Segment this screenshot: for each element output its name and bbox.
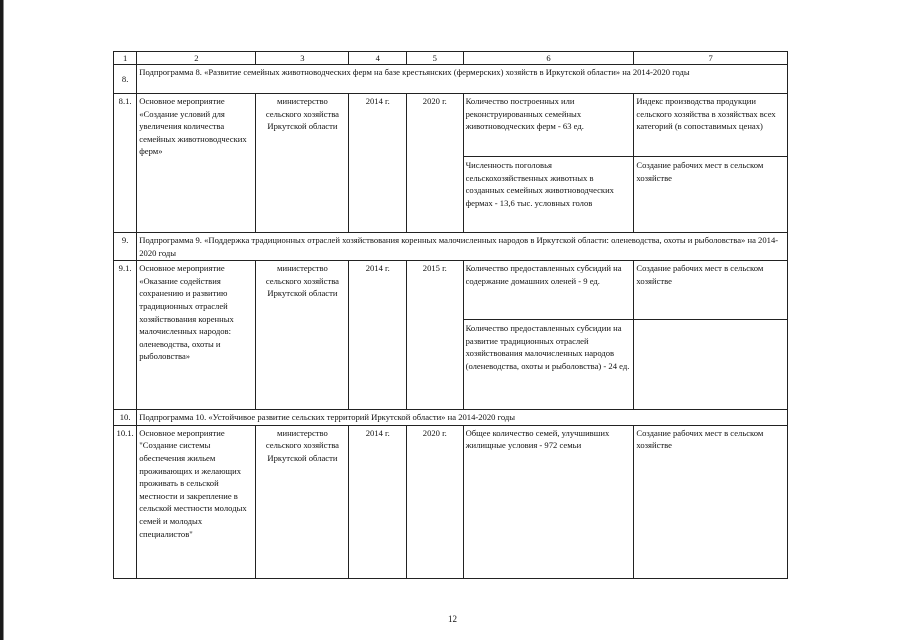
table-row: [114, 425, 788, 578]
row-number: 8.: [114, 65, 137, 94]
col-num-6: 6: [463, 52, 634, 65]
indicator-cell: Создание рабочих мест в сельском хозяйстве: [634, 425, 788, 578]
column-number-row: [114, 52, 788, 65]
end-year-cell: 2015 г.: [407, 261, 464, 410]
subprogram-row: [114, 233, 788, 261]
activity-cell: Основное мероприятие «Создание условий для увеличения количества семейных животноводческих ферм»: [137, 94, 256, 233]
subprogram-title: Подпрограмма 8. «Развитие семейных животноводческих ферм на базе крестьянских (фермерских) хозяйств в Иркутской области» на 2014-2020 годы: [137, 65, 788, 94]
end-year-cell: 2020 г.: [407, 425, 464, 578]
table-row: [114, 94, 788, 157]
subprogram-row: [114, 65, 788, 94]
row-number: 9.: [114, 233, 137, 261]
subprogram-title: Подпрограмма 9. «Поддержка традиционных отраслей хозяйствования коренных малочисленных народов в Иркутской области: оленеводства, охоты и рыболовства» на 2014-2020 годы: [137, 233, 788, 261]
row-number: 10.: [114, 410, 137, 426]
start-year-cell: 2014 г.: [349, 261, 407, 410]
executor-cell: министерство сельского хозяйства Иркутской области: [256, 425, 349, 578]
col-num-2: 2: [137, 52, 256, 65]
result-cell: Численность поголовья сельскохозяйственных животных в созданных семейных животноводческих фермах - 13,6 тыс. условных голов: [463, 157, 634, 233]
result-cell: Количество предоставленных субсидий на содержание домашних оленей - 9 ед.: [463, 261, 634, 320]
executor-cell: министерство сельского хозяйства Иркутской области: [256, 261, 349, 410]
result-cell: Количество построенных или реконструированных семейных животноводческих ферм - 63 ед.: [463, 94, 634, 157]
subprogram-row: [114, 410, 788, 426]
executor-cell: министерство сельского хозяйства Иркутской области: [256, 94, 349, 233]
row-number: 10.1.: [114, 425, 137, 578]
indicator-cell: [634, 320, 788, 410]
indicator-cell: Индекс производства продукции сельского хозяйства в хозяйствах всех категорий (в сопоставимых ценах): [634, 94, 788, 157]
subprogram-title: Подпрограмма 10. «Устойчивое развитие сельских территорий Иркутской области» на 2014-2020 годы: [137, 410, 788, 426]
program-table: [113, 51, 788, 579]
col-num-1: 1: [114, 52, 137, 65]
indicator-cell: Создание рабочих мест в сельском хозяйстве: [634, 261, 788, 320]
start-year-cell: 2014 г.: [349, 425, 407, 578]
result-cell: Количество предоставленных субсидии на развитие традиционных отраслей хозяйствования малочисленных народов (оленеводства, охоты и рыболовства) - 24 ед.: [463, 320, 634, 410]
activity-cell: Основное мероприятие «Оказание содействия сохранению и развитию традиционных отраслей хозяйствования коренных малочисленных народов: оленеводства, охоты и рыболовства»: [137, 261, 256, 410]
activity-cell: Основное мероприятие "Создание системы обеспечения жильем проживающих и желающих проживать в сельской местности и закрепление в сельской местности молодых семей и молодых специалистов": [137, 425, 256, 578]
row-number: 8.1.: [114, 94, 137, 233]
table-row: [114, 261, 788, 320]
indicator-cell: Создание рабочих мест в сельском хозяйстве: [634, 157, 788, 233]
col-num-3: 3: [256, 52, 349, 65]
col-num-7: 7: [634, 52, 788, 65]
start-year-cell: 2014 г.: [349, 94, 407, 233]
end-year-cell: 2020 г.: [407, 94, 464, 233]
row-number: 9.1.: [114, 261, 137, 410]
scan-left-border-shadow: [3, 0, 4, 640]
result-cell: Общее количество семей, улучшивших жилищные условия - 972 семьи: [463, 425, 634, 578]
col-num-4: 4: [349, 52, 407, 65]
col-num-5: 5: [407, 52, 464, 65]
page-number: 12: [448, 614, 457, 624]
